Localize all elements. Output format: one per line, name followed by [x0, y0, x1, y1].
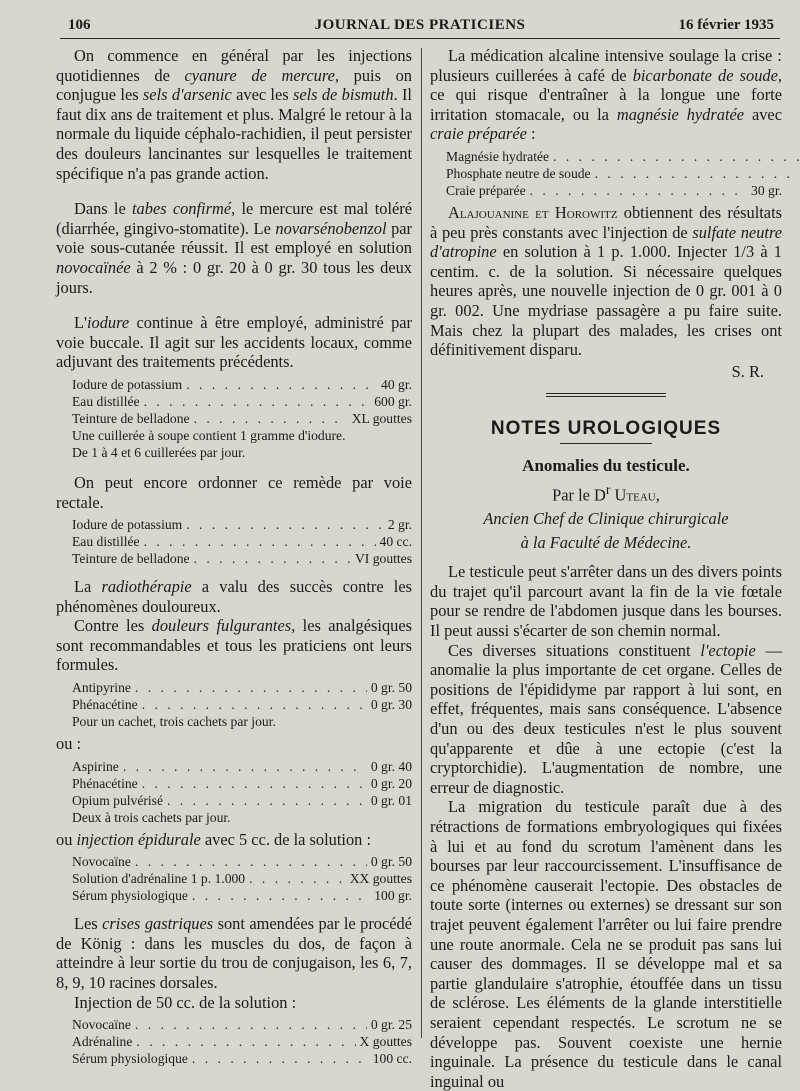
byline: Par le $D^r$ Uteau,	[552, 482, 660, 505]
section-title: NOTES UROLOGIQUES	[490, 418, 722, 440]
paragraph: La médication alcaline intensive soulage la crise : plusieurs cuillerées à café de bicarbonate de soude, ce qui risque d'entraîner à la longue une forte irritation stomacale, ou la magnésie hydratée avec craie préparée :	[430, 46, 782, 144]
paragraph: La radiothérapie a valu des succès contre les phénomènes douloureux.	[56, 577, 413, 616]
prescription-note: Deux à trois cachets par jour.	[72, 809, 231, 825]
paragraph: Contre les douleurs fulgurantes, les analgésiques sont recommandables et tous les praticiens ont leurs formules.	[56, 616, 413, 675]
prescription-row: Opium pulvérisé . . . 0 gr. 01	[72, 792, 412, 809]
title-rule	[560, 443, 652, 445]
prescription-row: Craie préparée . . . 30 gr.	[446, 182, 782, 199]
braced-group	[446, 148, 782, 182]
prescription-row: Solution d'adrénaline 1 p. 1.000 . . . XX gouttes	[72, 870, 412, 887]
section-ornament	[546, 393, 666, 397]
prescription	[72, 853, 412, 904]
prescription-row: Eau distillée . . . 40 cc.	[72, 533, 412, 550]
prescription-row: Magnésie hydratée . . .	[446, 148, 800, 165]
prescription-row: Teinture de belladone . . . VI gouttes	[72, 550, 412, 567]
prescription-row: Eau distillée . . . 600 gr.	[72, 393, 412, 410]
paragraph: Le testicule peut s'arrêter dans un des divers points du trajet qu'il parcourt avant la fin de la vie fœtale pour se rendre de l'abdomen jusque dans les bourses. Il peut aussi s'écarter de son chemin normal.	[430, 562, 782, 641]
author-credential: à la Faculté de Médecine.	[520, 532, 692, 552]
prescription-row: Sérum physiologique . . . 100 gr.	[72, 887, 412, 904]
prescription	[446, 148, 782, 199]
column-divider	[421, 48, 422, 1038]
prescription-note: Une cuillerée à soupe contient 1 gramme d'iodure.	[72, 427, 346, 443]
prescription	[72, 1016, 412, 1067]
running-header	[60, 8, 780, 39]
paragraph: Injection de 50 cc. de la solution :	[74, 992, 297, 1012]
prescription	[72, 679, 412, 730]
paragraph: Les crises gastriques sont amendées par le procédé de König : dans les muscles du dos, de façon à atteindre à leur sortie du trou de conjugaison, les 6, 7, 8, 9, 10 racines dorsales.	[56, 914, 412, 993]
prescription-row: Iodure de potassium . . . 2 gr.	[72, 516, 412, 533]
paragraph: L'iodure continue à être employé, administré par voie buccale. Il agit sur les accidents locaux, comme adjuvant des traitements précédents.	[56, 313, 412, 372]
prescription	[72, 516, 412, 567]
journal-title: JOURNAL DES PRATICIENS	[314, 17, 526, 33]
prescription-row: Adrénaline . . . X gouttes	[72, 1033, 412, 1050]
prescription	[72, 758, 412, 826]
prescription	[72, 376, 412, 461]
article-title: Anomalies du testicule.	[522, 456, 690, 476]
page-number: 106	[68, 17, 91, 33]
paragraph: Alajouanine et Horowitz obtiennent des résultats à peu près constants avec l'injection de sulfate neutre d'atropine en solution à 1 p. 1.000. Injecter 1/3 à 1 centim. c. de la solution. Si nécessaire quelques heures après, une nouvelle injection de 0 gr. 001 à 0 gr. 002. Une mydriase passagère a pu faire suite. Mais chez la plupart des malades, les crises ont définitivement disparu.	[430, 202, 783, 360]
signature: S. R.	[731, 361, 764, 381]
prescription-row: Teinture de belladone . . . XL gouttes	[72, 410, 412, 427]
issue-date: 16 février 1935	[678, 17, 774, 33]
prescription-row: Novocaïne . . . 0 gr. 25	[72, 1016, 412, 1033]
left-column	[56, 46, 412, 1071]
prescription-note: Pour un cachet, trois cachets par jour.	[72, 714, 276, 730]
prescription-row: Aspirine . . . 0 gr. 40	[72, 758, 412, 775]
paragraph: Ces diverses situations constituent l'ectopie — anomalie la plus importante de cet organe. Celles de positions de l'épididyme par rapport à lui sont, en effet, fréquentes, mais sans conséquence. L'absence d'un ou des deux testicules n'est le plus souvent qu'apparente et dûe à une ectopie (c'est la cryptorchidie). L'augmentation de nombre, une erreur de diagnostic.	[430, 640, 782, 797]
prescription-row: Antipyrine . . . 0 gr. 50	[72, 679, 412, 696]
right-column	[430, 46, 782, 1091]
prescription-row: Sérum physiologique . . . 100 cc.	[72, 1050, 412, 1067]
prescription-row: Iodure de potassium . . . 40 gr.	[72, 376, 412, 393]
paragraph: ou injection épidurale avec 5 cc. de la solution :	[56, 829, 372, 849]
prescription-row: Phosphate neutre de soude . . .	[446, 165, 800, 182]
paragraph: On commence en général par les injections quotidiennes de cyanure de mercure, puis on conjugue les sels d'arsenic avec les sels de bismuth. Il faut dix ans de traitement et plus. Malgré le retour à la normale du liquide céphalo-rachidien, il peut persister des douleurs lancinantes sur lesquelles le traitement spécifique n'a pas grande action.	[56, 46, 412, 183]
paragraph: La migration du testicule paraît due à des rétractions de formations embryologiques qui fixées à lui et au fond du scrotum l'amènent dans les bourses par leur raccourcissement. L'insuffisance de ce phénomène causerait l'ectopie. Des obstacles de toute sorte (internes ou externes) se dressant sur son trajet peuvent également l'arrêter ou lui faire prendre une route anormale. Cela ne se produit pas sans lui causer des dommages. Il se développe mal et sa partie glandulaire s'atrophie, étouffée dans un tissu de sclérose. Les éléments de la glande interstitielle seraient cependant respectés. Le scrotum ne se développe pas. Souvent coexiste une hernie inguinale. La présence du testicule dans le canal inguinal ou	[430, 797, 782, 1091]
prescription-row: Novocaïne . . . 0 gr. 50	[72, 853, 412, 870]
paragraph: On peut encore ordonner ce remède par voie rectale.	[56, 472, 412, 512]
prescription-row: Phénacétine . . . 0 gr. 20	[72, 775, 412, 792]
prescription-note: De 1 à 4 et 6 cuillerées par jour.	[72, 444, 246, 460]
authors: Alajouanine et Horowitz	[448, 202, 618, 222]
paragraph: Dans le tabes confirmé, le mercure est mal toléré (diarrhée, gingivo-stomatite). Le novarsénobenzol par voie sous-cutanée réussit. Il est employé en solution novocaïnée à 2 % : 0 gr. 20 à 0 gr. 30 tous les deux jours.	[56, 199, 412, 297]
prescription-row: Phénacétine . . . 0 gr. 30	[72, 696, 412, 713]
paragraph: ou :	[56, 734, 82, 754]
author-credential: Ancien Chef de Clinique chirurgicale	[483, 509, 729, 529]
